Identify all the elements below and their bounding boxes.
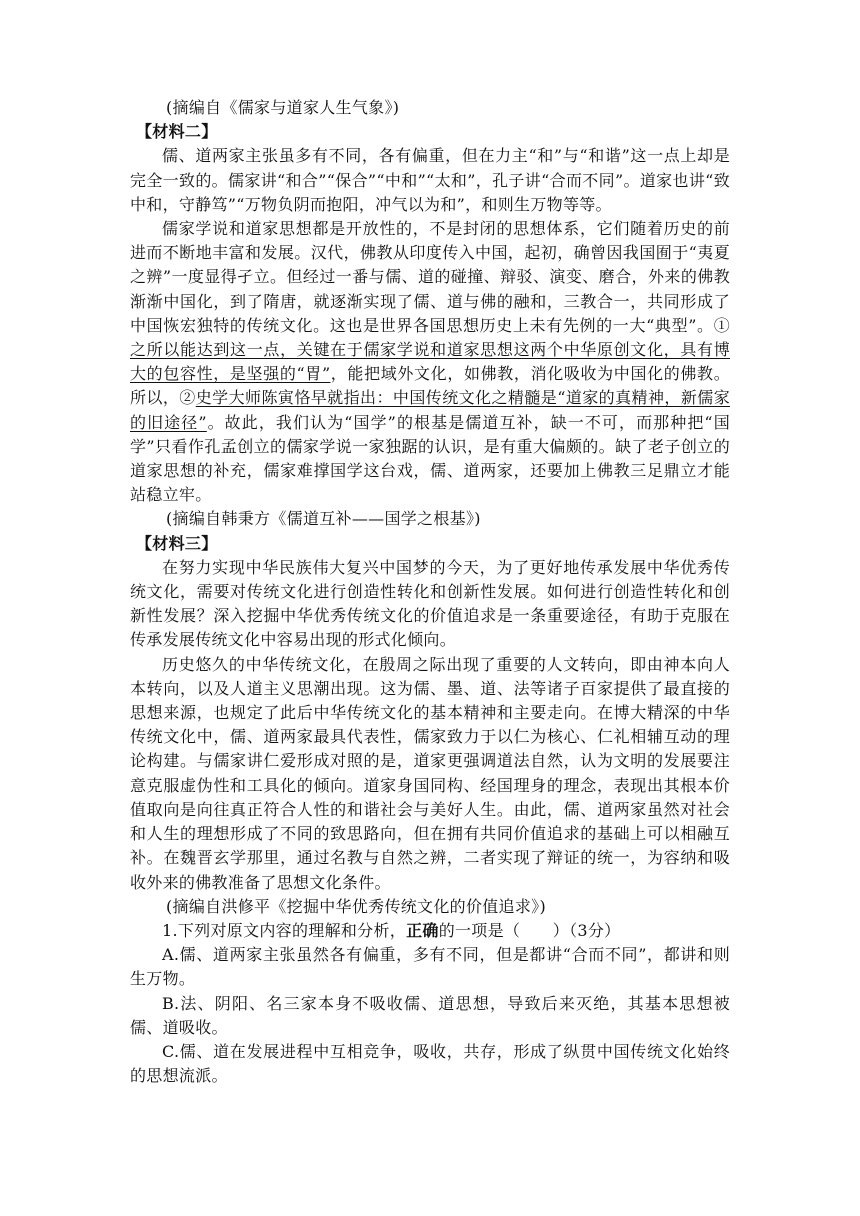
underlined-sentence-2: 史学大师陈寅恪早就指出：中国传统文化之精髓是“道家的真精神，新儒家的旧途径” [130,388,730,432]
option-b: B.法、阴阳、名三家本身不吸收儒、道思想，导致后来灭绝，其基本思想被儒、道吸收。 [130,993,730,1037]
material-3-paragraph-2: 历史悠久的中华传统文化，在殷周之际出现了重要的人文转向，即由神本向人本转向，以及人道主义思潮出现。这为儒、墨、道、法等诸子百家提供了最直接的思想来源，也规定了此后中华传统文化的基本精神和主要走向。在博大精深的中华传统文化中，儒、道两家最具代表性，儒家致力于以仁为核心、仁礼相辅互动的理论构建。与儒家讲仁爱形成对照的是，道家更强调道法自然，认为文明的发展要注意克服虚伪性和工具化的倾向。道家身国同构、经国理身的理念，表现出其根本价值取向是向往真正符合人性的和谐社会与美好人生。由此，儒、道两家虽然对社会和人生的理想形成了不同的致思路向，但在拥有共同价值追求的基础上可以相融互补。在魏晋玄学那里，通过名教与自然之辨，二者实现了辩证的统一，为容纳和吸收外来的佛教准备了思想文化条件。 [130,654,730,892]
question-1-emphasis: 正确 [406,920,439,940]
heading-material-3: 【材料三】 [136,533,218,553]
material-2-paragraph-1: 儒、道两家主张虽多有不同，各有偏重，但在力主“和”与“和谐”这一点上却是完全一致的。儒家讲“和合”“保合”“中和”“太和”，孔子讲“合而不同”。道家也讲“致中和，守静笃”“万物负阴而抱阳，冲气以为和”，和则生万物等等。 [130,146,730,214]
option-a: A.儒、道两家主张虽然各有偏重，多有不同，但是都讲“合而不同”，都讲和则生万物。 [130,945,730,989]
option-c: C.儒、道在发展进程中互相竞争，吸收，共存，形成了纵贯中国传统文化始终的思想流派。 [130,1041,730,1086]
heading-material-2: 【材料二】 [136,122,218,142]
m2-text-a: 儒家学说和道家思想都是开放性的，不是封闭的思想体系，它们随着历史的前进而不断地丰富和发展。汉代，佛教从印度传入中国，起初，确曾因我国囿于“夷夏之辨”一度显得孑立。但经过一番与儒、道的碰撞、辩驳、演变、磨合，外来的佛教渐渐中国化，到了隋唐，就逐渐实现了儒、道与佛的融和，三教合一，共同形成了中国恢宏独特的传统文化。这也是世界各国思想历史上未有先例的一大“典型”。① [130,219,730,335]
source-citation-1: (摘编自《儒家与道家人生气象》) [166,98,400,117]
underlined-sentence-1: 之所以能达到这一点，关键在于儒家学说和道家思想这两个中华原创文化，具有博大的包容性，是坚强的“胃” [130,340,730,384]
question-1-text: 1.下列对原文内容的理解和分析， [162,920,407,940]
material-2-paragraph-2 [130,217,730,507]
source-citation-3: (摘编自洪修平《挖掘中华优秀传统文化的价值追求》) [166,896,546,916]
material-3-paragraph-1: 在努力实现中华民族伟大复兴中国梦的今天，为了更好地传承发展中华优秀传统文化，需要对传统文化进行创造性转化和创新性发展。如何进行创造性转化和创新性发展？深入挖掘中华优秀传统文化的价值追求是一条重要途径，有助于克服在传承发展传统文化中容易出现的形式化倾向。 [130,557,730,650]
question-1 [130,919,730,943]
source-citation-2: (摘编自韩秉方《儒道互补——国学之根基》) [166,509,481,529]
m2-text-b: ，能把域外文化，如佛教，消化吸收为中国化的佛教。所以，② [130,364,730,408]
question-1-suffix: 的一项是（ ）（3分） [438,920,621,940]
m2-text-c: 。故此，我们认为“国学”的根基是儒道互补，缺一不可，而那种把“国学”只看作孔孟创立的儒家学说一家独踞的认识，是有重大偏颇的。缺了老子创立的道家思想的补充，儒家难撑国学这台戏，儒、道两家，还要加上佛教三足鼎立才能站稳立牢。 [130,412,730,505]
document-page [130,96,730,1088]
